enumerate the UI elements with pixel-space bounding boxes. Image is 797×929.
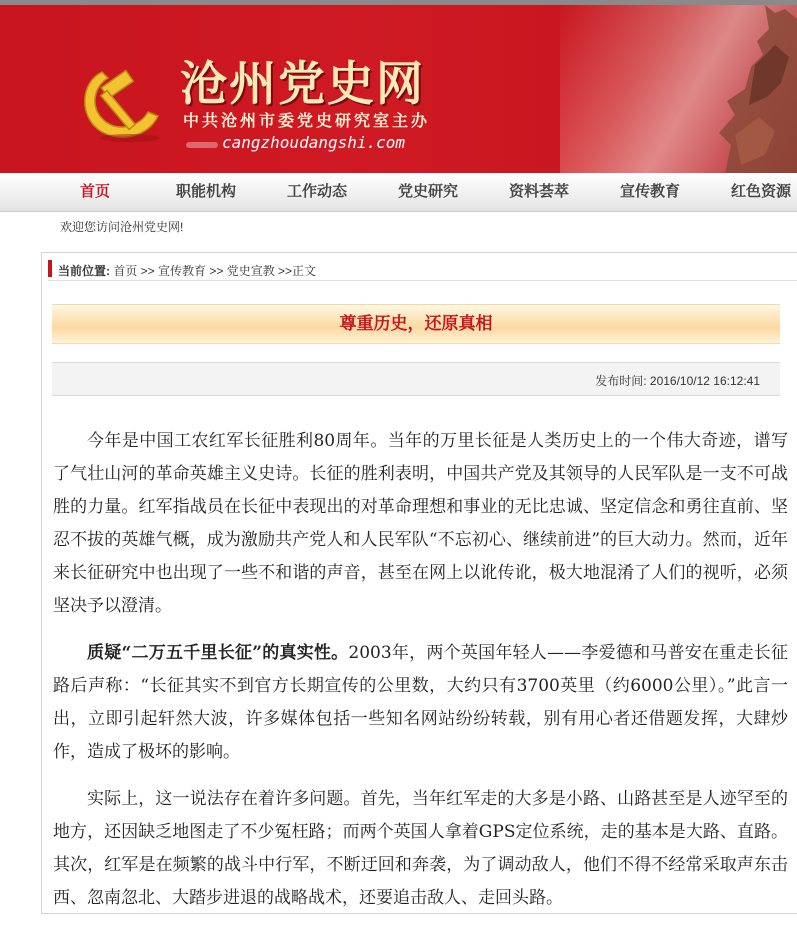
- nav-item-history-research[interactable]: 党史研究: [398, 183, 459, 200]
- url-prefix-mark: [186, 142, 218, 148]
- nav-item-red-resources[interactable]: 红色资源: [731, 183, 792, 200]
- nav-item-home[interactable]: 首页: [80, 183, 111, 200]
- nav-item-education[interactable]: 宣传教育: [620, 183, 681, 200]
- article-container: [41, 252, 797, 914]
- article-paragraph: [53, 637, 788, 769]
- site-title: 沧州党史网: [180, 57, 425, 112]
- paragraph-text: 2003年，两个英国年轻人——李爱德和马普安在重走长征路后声称：“长征其实不到官方长期宣传的公里数，大约只有3700英里（约6000公里）。”此言一出，立即引起轩然大波，许多媒体包括一些知名网站纷纷转载，别有用心者还借题发挥，大肆炒作，造成了极坏的影响。: [53, 643, 788, 762]
- breadcrumb: [48, 258, 797, 281]
- breadcrumb-text: [58, 262, 316, 279]
- article-title: 尊重历史，还原真相: [339, 314, 493, 333]
- publish-time: 2016/10/12 16:12:41: [649, 374, 760, 388]
- publish-info: [595, 372, 760, 389]
- article-meta-bar: [52, 362, 780, 396]
- monument-statue-image: [705, 5, 797, 173]
- article-title-bar: [52, 304, 780, 344]
- nav-item-functions[interactable]: 职能机构: [176, 183, 237, 200]
- main-nav: [0, 173, 797, 212]
- welcome-text: 欢迎您访问沧州党史网!: [60, 220, 184, 234]
- publish-label: 发布时间:: [595, 374, 647, 388]
- nav-item-work-news[interactable]: 工作动态: [287, 183, 348, 200]
- breadcrumb-label: 当前位置:: [58, 264, 110, 278]
- article-paragraph: 实际上，这一说法存在着许多问题。首先，当年红军走的大多是小路、山路甚至是人迹罕至的地方，还因缺乏地图走了不少冤枉路；而两个英国人拿着GPS定位系统，走的基本是大路、直路。其次，红军是在频繁的战斗中行军，不断迂回和奔袭，为了调动敌人，他们不得不经常采取声东击西、忽南忽北、大踏步进退的战略战术，还要追击敌人、走回头路。: [53, 789, 788, 908]
- breadcrumb-marker: [48, 260, 52, 277]
- article-paragraph: 今年是中国工农红军长征胜利80周年。当年的万里长征是人类历史上的一个伟大奇迹，谱写了气壮山河的革命英雄主义史诗。长征的胜利表明，中国共产党及其领导的人民军队是一支不可战胜的力量。红军指战员在长征中表现出的对革命理想和事业的无比忠诚、坚定信念和勇往直前、坚忍不拔的英雄气概，成为激励共产党人和人民军队“不忘初心、继续前进”的巨大动力。然而，近年来长征研究中也出现了一些不和谐的声音，甚至在网上以讹传讹，极大地混淆了人们的视听，必须坚决予以澄清。: [53, 431, 788, 616]
- article-body: [53, 425, 788, 929]
- breadcrumb-path[interactable]: 首页 >> 宣传教育 >> 党史宣教 >>正文: [113, 264, 317, 278]
- nav-item-materials[interactable]: 资料荟萃: [509, 183, 570, 200]
- site-subtitle: 中共沧州市委党史研究室主办: [183, 113, 431, 130]
- paragraph-heading: 质疑“二万五千里长征”的真实性。: [87, 643, 349, 663]
- site-banner: [0, 5, 797, 173]
- hammer-sickle-icon: [72, 60, 168, 144]
- site-url: cangzhoudangshi.com: [222, 133, 406, 152]
